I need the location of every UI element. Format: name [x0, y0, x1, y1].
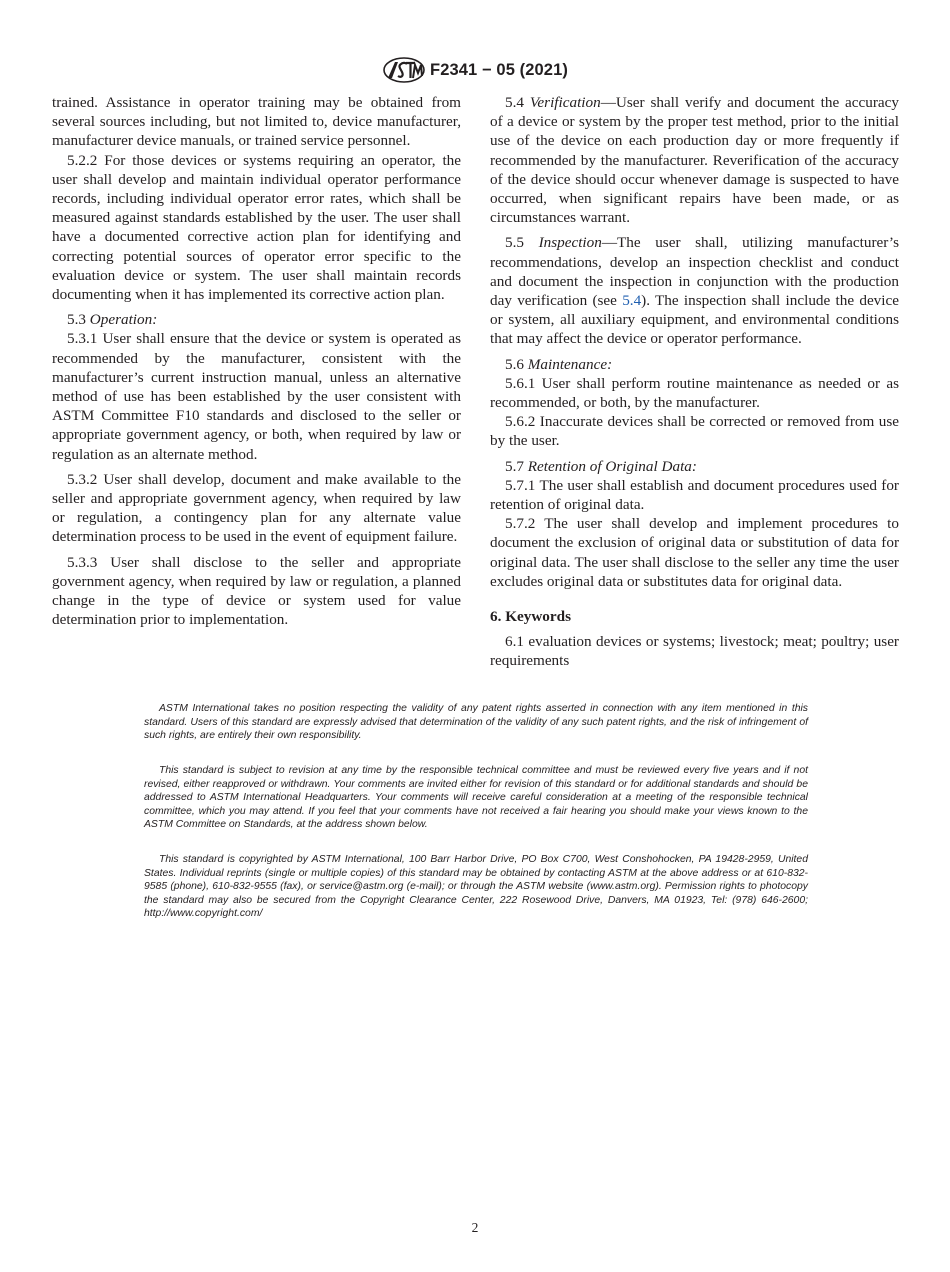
section-5-6-heading: 5.6 Maintenance:	[505, 355, 613, 373]
paragraph-5-7-2: 5.7.2 The user shall develop and implement procedures to document the exclusion of original data or substitution of data for original data. The user shall disclose to the seller any time the user excludes original data or substitutes data for original data.	[490, 515, 899, 590]
paragraph-5-6-1: 5.6.1 User shall perform routine maintenance as needed or as recommended, or both, by the manufacturer.	[490, 374, 899, 412]
paragraph-5-5: 5.5 Inspection—The user shall, utilizing manufacturer’s recommendations, develop an inspection checklist and conduct and document the inspection in conjunction with the production day verification (see 5.4). The inspection shall include the device or system, all auxiliary equipment, and environmental conditions that may affect the device or operator performance.	[490, 234, 899, 348]
page-header	[0, 54, 950, 86]
patent-notice: ASTM International takes no position respecting the validity of any patent rights asserted in connection with any item mentioned in this standard. Users of this standard are expressly advised that determination of the validity of any such patent rights, and the risk of infringement of such rights, are entirely their own responsibility.	[144, 703, 808, 742]
section-5-3-heading: 5.3 Operation:	[67, 311, 158, 329]
copyright-notice: This standard is copyrighted by ASTM International, 100 Barr Harbor Drive, PO Box C700, West Conshohocken, PA 19428-2959, United States. Individual reprints (single or multiple copies) of this standard may be obtained by contacting ASTM at the above address or at 610-832-9585 (phone), 610-832-9555 (fax), or service@astm.org (e-mail); or through the ASTM website (www.astm.org). Permission rights to photocopy the standard may also be secured from the Copyright Clearance Center, 222 Rosewood Drive, Danvers, MA 01923, Tel: (978) 646-2600; http://www.copyright.com/	[144, 854, 808, 920]
right-column	[490, 93, 899, 671]
paragraph-6-1: 6.1 evaluation devices or systems; livestock; meat; poultry; user requirements	[490, 633, 899, 670]
page-number: 2	[471, 1220, 479, 1235]
paragraph-5-2-2: 5.2.2 For those devices or systems requiring an operator, the user shall develop and maintain individual operator performance records, including individual operator error rates, which shall be measured against standards established by the user. The user shall have a documented corrective action plan for identifying and correcting potential sources of operator error specific to the evaluation device or system. The user shall maintain records documenting when it has implemented its corrective action plan.	[52, 151, 461, 304]
section-6-heading: 6. Keywords	[490, 608, 571, 626]
section-5-7-heading: 5.7 Retention of Original Data:	[505, 457, 697, 475]
standard-designation: F2341 − 05 (2021)	[430, 60, 568, 79]
astm-logo-icon	[382, 56, 426, 84]
paragraph-5-4: 5.4 Verification—User shall verify and document the accuracy of a device or system by the proper test method, prior to the initial use of the device on each production day or more frequently if recommended by the manufacturer. Reverification of the accuracy of the device should occur whenever damage is suspected to have occurred, when significant repairs have been made, or as circumstances warrant.	[490, 94, 899, 227]
paragraph-5-7-1: 5.7.1 The user shall establish and document procedures used for retention of original data.	[490, 476, 899, 514]
paragraph-5-6-2: 5.6.2 Inaccurate devices shall be corrected or removed from use by the user.	[490, 413, 899, 450]
revision-notice: This standard is subject to revision at any time by the responsible technical committee and must be reviewed every five years and if not revised, either reapproved or withdrawn. Your comments are invited either for revision of this standard or for additional standards and should be addressed to ASTM International Headquarters. Your comments will receive careful consideration at a meeting of the responsible technical committee, which you may attend. If you feel that your comments have not received a fair hearing you should make your views known to the ASTM Committee on Standards, at the address shown below.	[144, 765, 808, 831]
paragraph-5-3-2: 5.3.2 User shall develop, document and make available to the seller and appropriate government agency, when required by law or regulation, a contingency plan for any alternate value determination process to be used in the event of equipment failure.	[52, 470, 461, 546]
section-5-4-link[interactable]: 5.4	[622, 292, 642, 310]
paragraph-continuation: trained. Assistance in operator training may be obtained from several sources including, but not limited to, device manufacturer, manufacturer device manuals, or trained service personnel.	[52, 94, 461, 150]
paragraph-5-3-1: 5.3.1 User shall ensure that the device or system is operated as recommended by the manufacturer, consistent with the manufacturer’s current instruction manual, unless an alternative method of use has been established by the user consistent with ASTM Committee F10 standards and disclosed to the seller or appropriate government agency, or both, when required by law or regulation as an alternate method.	[52, 330, 461, 463]
paragraph-5-3-3: 5.3.3 User shall disclose to the seller and appropriate government agency, when required by law or regulation, a planned change in the type of device or system used for value determination prior to implementation.	[52, 553, 461, 629]
left-column	[52, 93, 461, 629]
